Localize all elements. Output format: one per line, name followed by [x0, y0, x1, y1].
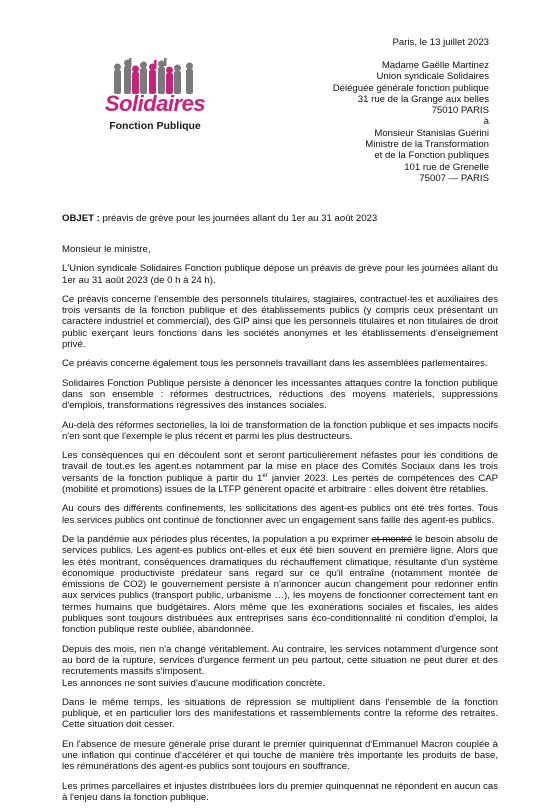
- recipient-line: à: [483, 116, 489, 128]
- recipient-line: 101 rue de Grenelle: [404, 161, 489, 173]
- recipient-line: Ministre de la Transformation: [365, 139, 489, 151]
- date-line: Paris, le 13 juillet 2023: [392, 37, 489, 48]
- recipient-line: et de la Fonction publiques: [374, 150, 489, 162]
- logo-subtitle: Fonction Publique: [109, 120, 201, 132]
- solidaires-logo: [100, 58, 210, 138]
- recipient-line: Déléguée générale fonction publique: [332, 82, 489, 94]
- paragraph-text: janvier 2023. Les pertes de compétences des CAP (mobilité et promotions) issues de la LTFP génèrent opacité et arbitraire : elles doivent être rétablies.: [62, 472, 498, 496]
- paragraph: L'Union syndicale Solidaires Fonction publique dépose un préavis de grève pour les journées allant du 1er au 31 août 2023 (de 0 h à 24 h).: [62, 263, 498, 286]
- paragraph: Ce préavis concerne l'ensemble des personnels titulaires, stagiaires, contractuel·les et auxiliaires des trois versants de la fonction publique et des établissements publics (y compris ceux présentant un caractère industriel et commercial), des GIP ainsi que les personnels titulaires et non titulaires de droit public exerçant leurs fonctions dans les sociétés anonymes et les établissements d'enseignement privé.: [62, 293, 498, 351]
- paragraph: Au-delà des réformes sectorielles, la loi de transformation de la fonction publique et ses impacts nocifs n'en sont que l'exemple le plus récent et parmi les plus destructeurs.: [62, 419, 498, 442]
- paragraph: Depuis des mois, rien n'a changé véritablement. Au contraire, les services notamment d'urgence sont au bord de la rupture, services d'urgence ferment un peu partout, cette situation ne peut durer et des recrutements massifs s'imposent.: [62, 643, 498, 678]
- salutation: Monsieur le ministre,: [62, 244, 151, 255]
- recipient-line: 75007 — PARIS: [419, 172, 489, 184]
- protesters-icon: [100, 58, 210, 94]
- recipient-line: 75010 PARIS: [431, 105, 489, 117]
- recipient-line: Union syndicale Solidaires: [376, 71, 489, 83]
- recipient-line: 31 rue de la Grange aux belles: [357, 93, 489, 105]
- recipient-block: [333, 60, 489, 184]
- paragraph: Les annonces ne sont suivies d'aucune modification concrète.: [62, 677, 326, 689]
- paragraph-text: le besoin absolu de services publics. Les agent-es publics ont-elles et eux été bien souvent en première ligne. Alors que les étés montrant, conséquences dramatiques du réchauffement climatique, résultante d'un système économique productiviste prédateur sans regard sur ce qu'il entraîne (notamment montée de émissions de CO2) le gouvernement persiste à n'annoncer aucun changement pour redonner enfin aux services publics (transport public, urbanisme …), les moyens de fonctionner correctement tant en termes humains que budgétaires. Alors même que les exonérations sociales et fiscales, les aides publiques sont toujours distribuées aux entreprises sans éco-conditionnalité ni condition d'emploi, la fonction publique reste oubliée, abandonnée.: [62, 533, 498, 636]
- struck-text: et montré: [371, 533, 413, 545]
- paragraph: [62, 534, 498, 636]
- superscript: er: [262, 472, 268, 479]
- recipient-line: Monsieur Stanislas Guérini: [374, 127, 489, 139]
- paragraph: Au cours des différents confinements, les sollicitations des agent-es publics ont été très fortes. Tous les services publics ont continué de fonctionner avec un engagement sans faille des agent-es publics.: [62, 503, 498, 526]
- paragraph: Dans le même temps, les situations de répression se multiplient dans l'ensemble de la fonction publique, et en particulier lors des manifestations et rassemblements contre la réforme des retraites. Cette situation doit cesser.: [62, 696, 498, 731]
- logo-wordmark: Solidaires: [104, 91, 206, 116]
- paragraph: En l'absence de mesure générale prise durant le premier quinquennat d'Emmanuel Macron couplée à une inflation qui continue d'accélérer et qui touche de manière très importante les produits de base, les rémunérations des agent-es publics sont toujours en souffrance.: [62, 738, 498, 773]
- paragraph: Solidaires Fonction Publique persiste à dénoncer les incessantes attaques contre la fonction publique dans son ensemble : réformes destructrices, réductions des moyens matériels, suppressions d'emplois, transformations régressives des instances sociales.: [62, 377, 498, 412]
- subject-label: OBJET :: [62, 213, 100, 224]
- paragraph: [62, 450, 498, 495]
- paragraph: Les primes parcellaires et injustes distribuées lors du premier quinquennat ne répondent en aucun cas à l'enjeu dans la fonction publique.: [62, 780, 498, 803]
- recipient-line: Madame Gaëlle Martinez: [381, 60, 489, 71]
- subject-line: [62, 213, 377, 225]
- paragraph: Ce préavis concerne également tous les personnels travaillant dans les assemblées parlementaires.: [62, 358, 488, 370]
- letter-body: [62, 244, 498, 811]
- paragraph-text: De la pandémie aux périodes plus récentes, la population a pu exprimer: [62, 533, 372, 545]
- subject-text: préavis de grève pour les journées allant du 1er au 31 août 2023: [99, 213, 378, 224]
- paragraph-text: Les conséquences qui en découlent sont et seront particulièrement néfastes pour les conditions de travail de tout.es les agent.es notamment par la mise en place des Comités Sociaux dans les trois versants de la fonction publique à partir du 1: [62, 450, 498, 484]
